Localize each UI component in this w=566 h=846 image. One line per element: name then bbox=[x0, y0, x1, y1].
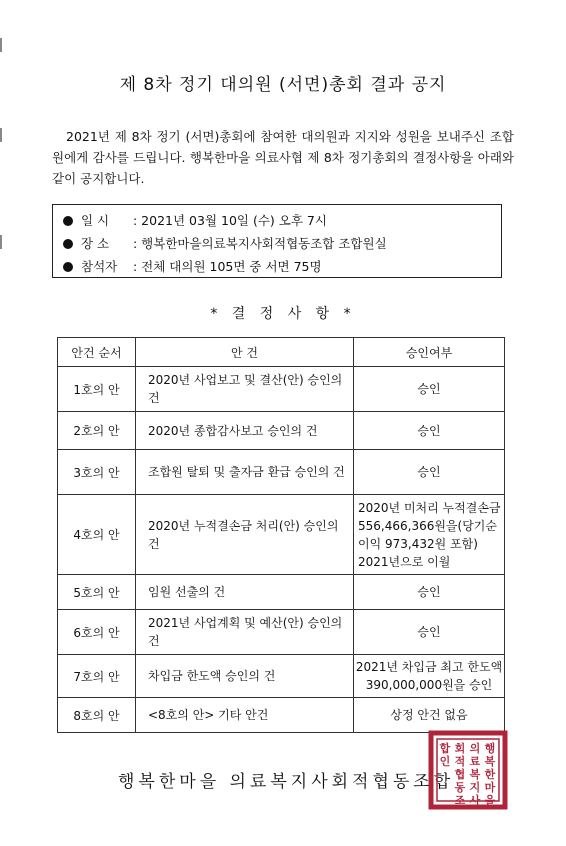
seal-glyph: 동 bbox=[454, 781, 466, 794]
document-title: 제 8차 정기 대의원 (서면)총회 결과 공지 bbox=[119, 75, 447, 95]
info-label: 일 시 bbox=[81, 213, 110, 228]
table-row bbox=[58, 412, 505, 450]
seal-glyph: 한 bbox=[484, 768, 496, 781]
agenda-order: 4호의 안 bbox=[58, 495, 136, 575]
table-row bbox=[58, 495, 505, 575]
info-value: : 전체 대의원 105면 중 서면 75명 bbox=[133, 259, 322, 274]
agenda-result: 상정 안건 없음 bbox=[354, 698, 505, 733]
agenda-result: 승인 bbox=[354, 367, 505, 412]
table-row bbox=[58, 367, 505, 412]
agenda-result: 승인 bbox=[354, 412, 505, 450]
agenda-order: 2호의 안 bbox=[58, 412, 136, 450]
margin-mark bbox=[0, 128, 2, 142]
table-row bbox=[58, 655, 505, 698]
info-label: 장 소 bbox=[81, 236, 110, 251]
agenda-order: 7호의 안 bbox=[58, 655, 136, 698]
agenda-item: 조합원 탈퇴 및 출자금 환급 승인의 건 bbox=[136, 450, 354, 495]
info-label: 참석자 bbox=[81, 259, 118, 274]
seal-glyph: 사 bbox=[469, 794, 481, 807]
bullet-icon bbox=[63, 262, 73, 272]
seal-glyph: 합 bbox=[439, 742, 451, 755]
intro-text: 2021년 제 8차 정기 (서면)총회에 참여한 대의원과 지지와 성원을 보내주신 조합원에게 감사를 드립니다. 행복한마을 의료사협 제 8차 정기총회의 결정사항을 아래와 같이 공지합니다. bbox=[52, 129, 514, 186]
header-order: 안건 순서 bbox=[58, 338, 136, 367]
margin-mark bbox=[0, 38, 2, 52]
agenda-order: 3호의 안 bbox=[58, 450, 136, 495]
seal-glyph: 을 bbox=[484, 794, 496, 807]
meeting-info-box bbox=[52, 204, 502, 278]
margin-mark bbox=[0, 235, 2, 249]
table-row bbox=[58, 450, 505, 495]
agenda-item: 2021년 사업계획 및 예산(안) 승인의 건 bbox=[136, 610, 354, 655]
seal-glyph: 복 bbox=[469, 768, 481, 781]
bullet-icon bbox=[63, 216, 73, 226]
bullet-icon bbox=[63, 239, 73, 249]
table-row bbox=[58, 575, 505, 610]
table-row bbox=[58, 698, 505, 733]
section-title: * 결 정 사 항 * bbox=[210, 306, 356, 322]
agenda-result: 승인 bbox=[354, 575, 505, 610]
seal-glyph: 조 bbox=[454, 794, 466, 807]
agenda-order: 6호의 안 bbox=[58, 610, 136, 655]
intro-paragraph bbox=[52, 126, 514, 189]
table-row bbox=[58, 610, 505, 655]
seal-glyph: 료 bbox=[469, 755, 481, 768]
agenda-result: 2020년 미처리 누적결손금 556,466,366원을(당기순이익 973,432원 포함) 2021년으로 이월 bbox=[354, 495, 505, 575]
seal-glyph: 행 bbox=[484, 742, 496, 755]
info-row-date bbox=[63, 209, 501, 232]
info-row-attendees bbox=[63, 255, 501, 278]
seal-glyphs bbox=[439, 741, 496, 807]
official-seal-stamp bbox=[428, 730, 508, 810]
agenda-item: 2020년 종합감사보고 승인의 건 bbox=[136, 412, 354, 450]
seal-glyph: 협 bbox=[454, 768, 466, 781]
table-header-row bbox=[58, 338, 505, 367]
agenda-item: 2020년 누적결손금 처리(안) 승인의 건 bbox=[136, 495, 354, 575]
info-value: : 2021년 03월 10일 (수) 오후 7시 bbox=[133, 213, 327, 228]
agenda-result: 승인 bbox=[354, 610, 505, 655]
seal-glyph: 지 bbox=[469, 781, 481, 794]
header-result: 승인여부 bbox=[354, 338, 505, 367]
agenda-order: 5호의 안 bbox=[58, 575, 136, 610]
agenda-item: 차입금 한도액 승인의 건 bbox=[136, 655, 354, 698]
seal-glyph: 복 bbox=[484, 755, 496, 768]
seal-glyph: 마 bbox=[484, 781, 496, 794]
agenda-order: 1호의 안 bbox=[58, 367, 136, 412]
info-value: : 행복한마을의료복지사회적협동조합 조합원실 bbox=[133, 236, 387, 251]
agenda-result: 승인 bbox=[354, 450, 505, 495]
agenda-order: 8호의 안 bbox=[58, 698, 136, 733]
organization-name: 행복한마을 의료복지사회적협동조합 bbox=[118, 772, 455, 792]
info-row-place bbox=[63, 232, 501, 255]
decisions-table bbox=[57, 337, 505, 733]
agenda-item: <8호의 안> 기타 안건 bbox=[136, 698, 354, 733]
seal-glyph: 회 bbox=[454, 742, 466, 755]
agenda-item: 2020년 사업보고 및 결산(안) 승인의 건 bbox=[136, 367, 354, 412]
agenda-item: 임원 선출의 건 bbox=[136, 575, 354, 610]
agenda-result: 2021년 차입금 최고 한도액 390,000,000원을 승인 bbox=[354, 655, 505, 698]
seal-glyph: 적 bbox=[454, 755, 466, 768]
header-item: 안 건 bbox=[136, 338, 354, 367]
seal-glyph: 인 bbox=[439, 755, 451, 768]
seal-glyph: 의 bbox=[469, 742, 481, 755]
